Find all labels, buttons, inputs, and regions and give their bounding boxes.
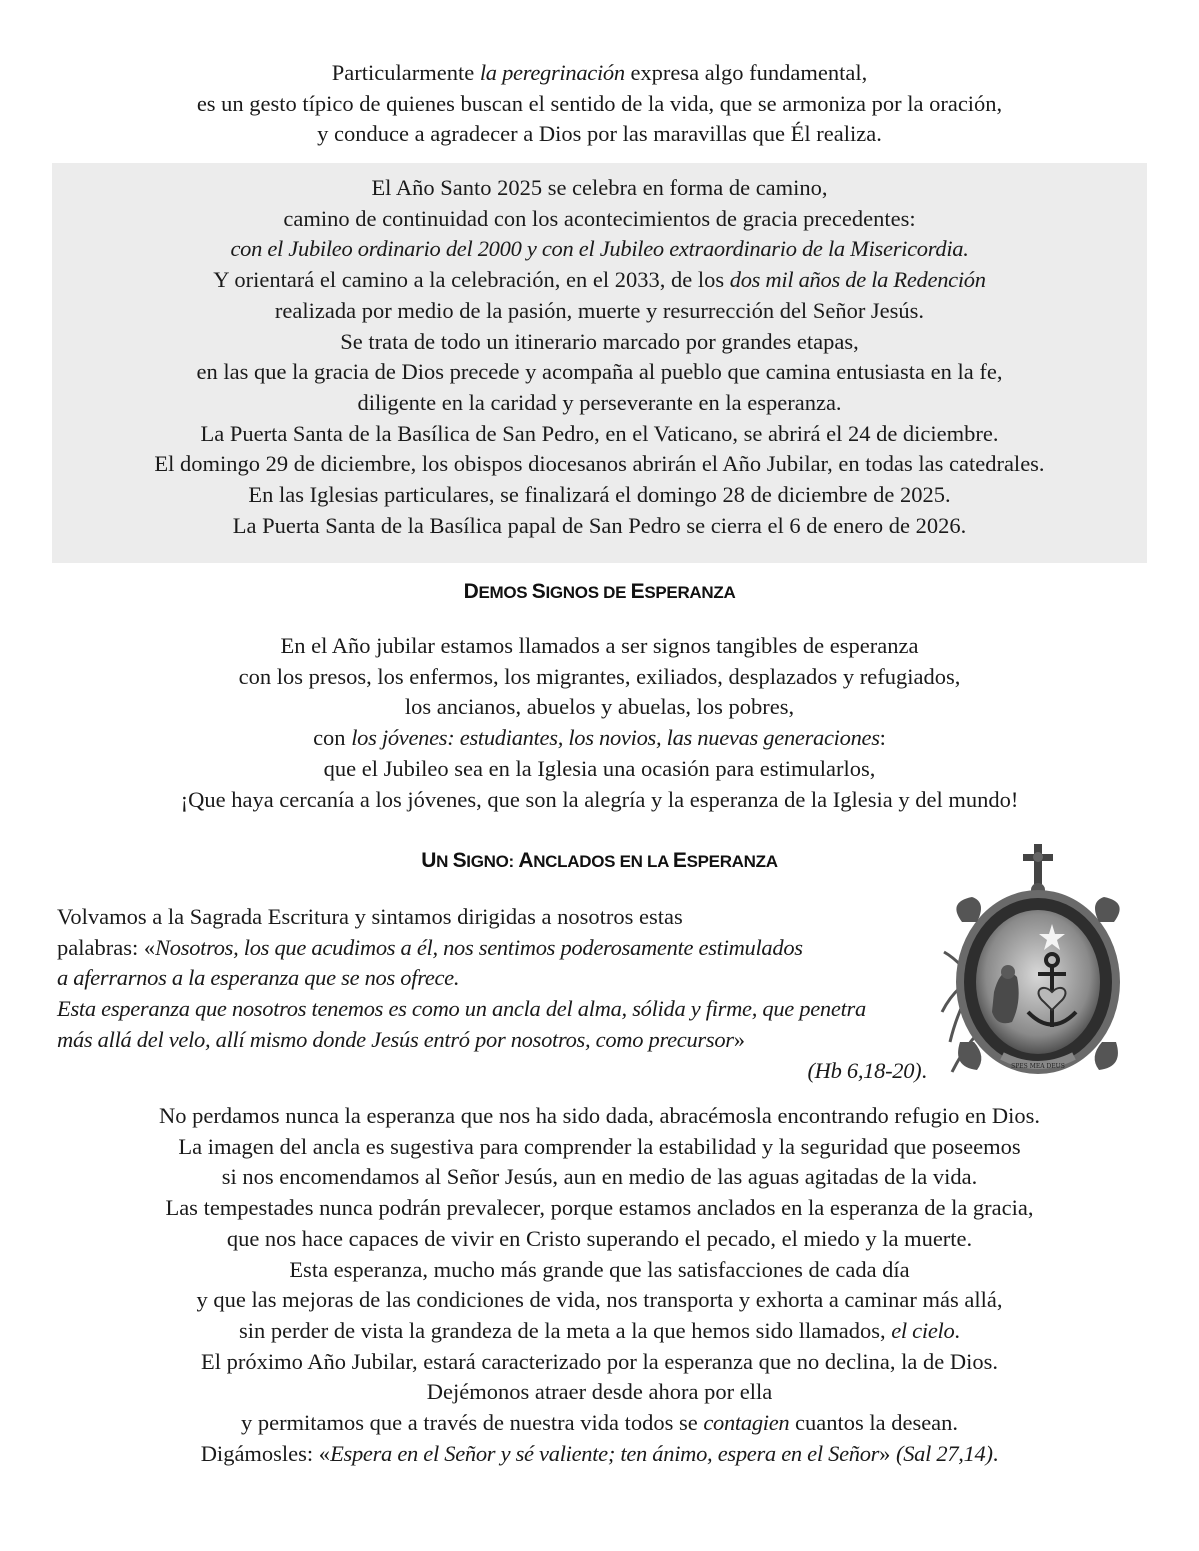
signos-line: los ancianos, abuelos y abuelas, los pobres,: [404, 694, 795, 720]
box-line: camino de continuidad con los acontecimientos de gracia precedentes:: [283, 205, 916, 231]
body-line: y permitamos que a través de nuestra vida todos se contagien cuantos la desean.: [240, 1410, 959, 1436]
emblem-medallion: [976, 910, 1100, 1054]
emblem-banner-text: SPES MEA DEUS: [1011, 1063, 1065, 1070]
body-line: sin perder de vista la grandeza de la meta a la que hemos sido llamados, el cielo.: [238, 1317, 961, 1343]
signos-line: En el Año jubilar estamos llamados a ser signos tangibles de esperanza: [280, 633, 919, 658]
signos-line: con los jóvenes: estudiantes, los novios, las nuevas generaciones:: [313, 725, 886, 751]
intro-paragraph: [0, 58, 1199, 150]
box-line: En las Iglesias particulares, se finalizará el domingo 28 de diciembre de 2025.: [248, 482, 951, 508]
body-line: que nos hace capaces de vivir en Cristo superando el pecado, el miedo y la muerte.: [226, 1225, 973, 1251]
quote-line: más allá del velo, allí mismo donde Jesús entró por nosotros, como precursor»: [57, 1026, 745, 1052]
intro-line: Particularmente la peregrinación expresa algo fundamental,: [331, 60, 868, 85]
signos-line: con los presos, los enfermos, los migrantes, exiliados, desplazados y refugiados,: [238, 663, 961, 689]
signos-line: que el Jubileo sea en la Iglesia una ocasión para estimularlos,: [323, 755, 876, 781]
body-line: Las tempestades nunca podrán prevalecer, porque estamos anclados en la esperanza de la gracia,: [165, 1195, 1034, 1221]
box-line: diligente en la caridad y perseverante en la esperanza.: [357, 389, 842, 415]
body-line: si nos encomendamos al Señor Jesús, aun en medio de las aguas agitadas de la vida.: [221, 1164, 978, 1190]
box-line: La Puerta Santa de la Basílica de San Pedro, en el Vaticano, se abrirá el 24 de diciembre.: [200, 420, 999, 446]
intro-line: y conduce a agradecer a Dios por las maravillas que Él realiza.: [317, 121, 882, 147]
quote-line: Volvamos a la Sagrada Escritura y sintamos dirigidas a nosotros estas: [57, 904, 683, 929]
scripture-quote: [57, 902, 927, 1086]
section-heading-anclados: UN SIGNO: ANCLADOS EN LA ESPERANZA: [421, 849, 778, 872]
quote-line: Esta esperanza que nosotros tenemos es como un ancla del alma, sólida y firme, que penetra: [57, 996, 866, 1022]
body-line: Digámosles: «Espera en el Señor y sé valiente; ten ánimo, espera en el Señor» (Sal 27,14).: [200, 1440, 999, 1466]
body-line: El próximo Año Jubilar, estará caracterizado por la esperanza que no declina, la de Dios.: [201, 1348, 998, 1374]
quote-line: palabras: «Nosotros, los que acudimos a él, nos sentimos poderosamente estimulados: [57, 934, 803, 960]
body-line: Esta esperanza, mucho más grande que las satisfacciones de cada día: [289, 1256, 910, 1282]
box-line: El Año Santo 2025 se celebra en forma de camino,: [371, 175, 828, 200]
body-line: Dejémonos atraer desde ahora por ella: [426, 1379, 773, 1405]
box-line: La Puerta Santa de la Basílica papal de San Pedro se cierra el 6 de enero de 2026.: [232, 512, 967, 538]
box-line: con el Jubileo ordinario del 2000 y con el Jubileo extraordinario de la Misericordia.: [230, 236, 969, 262]
box-line: Y orientará el camino a la celebración, en el 2033, de los dos mil años de la Redención: [213, 267, 986, 293]
signos-line: ¡Que haya cercanía a los jóvenes, que son la alegría y la esperanza de la Iglesia y del mundo!: [180, 786, 1019, 812]
signos-paragraph: [0, 631, 1199, 815]
body-line: La imagen del ancla es sugestiva para comprender la estabilidad y la seguridad que poseemos: [178, 1133, 1021, 1159]
anchor-emblem-icon: [932, 842, 1144, 1094]
esperanza-paragraph: [0, 1101, 1199, 1469]
cross-icon: [1023, 844, 1053, 897]
quote-line: a aferrarnos a la esperanza que se nos ofrece.: [57, 965, 460, 991]
quote-reference: (Hb 6,18-20).: [807, 1057, 927, 1083]
box-line: realizada por medio de la pasión, muerte y resurrección del Señor Jesús.: [274, 297, 925, 323]
section-heading-signos: DEMOS SIGNOS DE ESPERANZA: [463, 580, 736, 603]
box-line: en las que la gracia de Dios precede y acompaña al pueblo que camina entusiasta en la fe,: [196, 359, 1003, 385]
body-line: No perdamos nunca la esperanza que nos ha sido dada, abracémosla encontrando refugio en Dios.: [159, 1103, 1040, 1128]
intro-line: es un gesto típico de quienes buscan el sentido de la vida, que se armoniza por la oración,: [196, 90, 1003, 116]
box-line: Se trata de todo un itinerario marcado por grandes etapas,: [340, 328, 859, 354]
box-line: El domingo 29 de diciembre, los obispos diocesanos abrirán el Año Jubilar, en todas las catedrales.: [154, 451, 1045, 477]
jubilee-info-box: [52, 163, 1147, 563]
body-line: y que las mejoras de las condiciones de vida, nos transporta y exhorta a caminar más allá,: [196, 1287, 1003, 1313]
